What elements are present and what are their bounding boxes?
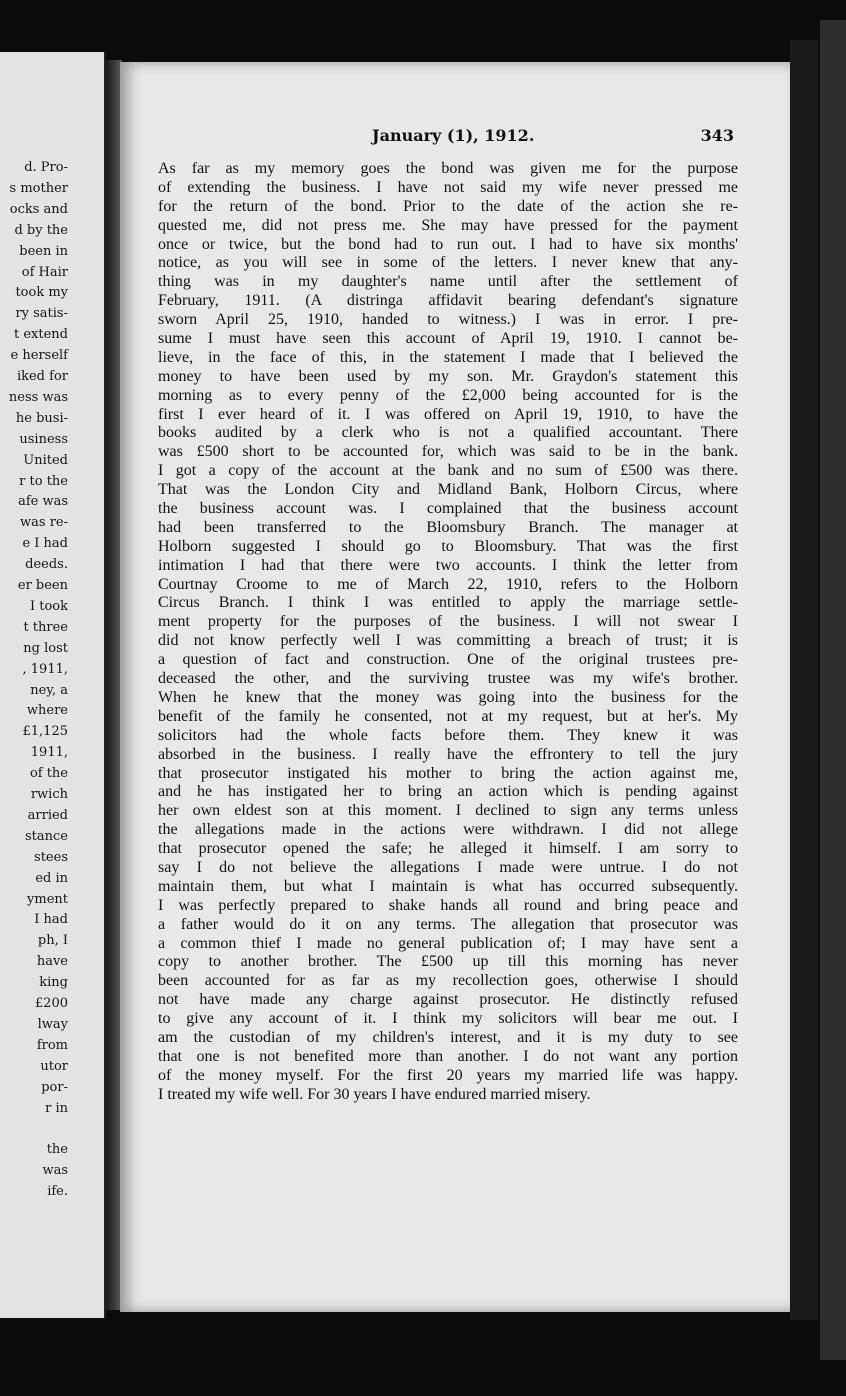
text-line: I was perfectly prepared to shake hands all round and bring peace and	[158, 896, 738, 914]
left-fragment-line: where	[26, 703, 68, 719]
text-line: solicitors had the whole facts before them. They knew it was	[158, 726, 738, 744]
text-line: first I ever heard of it. I was offered on April 19, 1910, to have the	[158, 405, 738, 423]
text-line: As far as my memory goes the bond was given me for the purpose	[158, 160, 738, 177]
text-line: Holborn suggested I should go to Bloomsbury. That was the first	[158, 537, 738, 555]
text-line: sworn April 25, 1910, handed to witness.) I was in error. I pre-	[158, 311, 738, 329]
left-fragment-line: r in	[45, 1100, 68, 1116]
left-fragment-line: of Hair	[21, 264, 68, 280]
text-line: once or twice, but the bond had to run out. I had to have six months'	[158, 235, 738, 253]
text-line: Courtnay Croome to me of March 22, 1910, refers to the Holborn	[158, 575, 738, 593]
left-fragment-line: e I had	[22, 536, 68, 552]
left-fragment-line: , 1911,	[22, 661, 68, 677]
left-fragment-line: £200	[34, 996, 68, 1011]
text-line: morning as to every penny of the £2,000 being accounted for is the	[158, 386, 738, 404]
text-line: not have made any charge against prosecutor. He distinctly refused	[158, 991, 738, 1009]
left-fragment-line: arried	[27, 807, 68, 823]
text-line: that prosecutor instigated his mother to bring the action against me,	[158, 764, 738, 782]
text-line: Circus Branch. I think I was entitled to apply the marriage settle-	[158, 594, 738, 612]
left-page	[0, 52, 106, 1318]
text-line: absorbed in the business. I really have the effrontery to tell the jury	[158, 745, 738, 763]
left-fragment-line: s mother	[9, 180, 68, 196]
text-line: a father would do it on any terms. The allegation that prosecutor was	[158, 915, 738, 933]
text-line: quested me, did not press me. She may have pressed for the payment	[158, 216, 738, 234]
page-number: 343	[700, 126, 734, 145]
text-line: that one is not benefited more than another. I do not want any portion	[158, 1047, 738, 1065]
left-fragment-line: yment	[27, 891, 68, 907]
left-fragment-line: usiness	[19, 431, 68, 447]
text-line: money to have been used by my son. Mr. Graydon's statement this	[158, 367, 738, 385]
left-fragment-line: I took	[29, 598, 68, 614]
running-head: January (1), 1912.	[372, 126, 535, 145]
text-line: was £500 short to be accounted for, which was said to be in the bank.	[158, 443, 738, 461]
left-fragment-line: afe was	[18, 494, 68, 510]
text-line: the allegations made in the actions were withdrawn. I did not allege	[158, 821, 738, 839]
text-line: books audited by a clerk who is not a qualified accountant. There	[158, 424, 738, 442]
left-fragment-line: e herself	[10, 348, 68, 364]
text-line: When he knew that the money was going into the business for the	[158, 688, 738, 706]
left-fragment-line: d by the	[14, 222, 68, 238]
text-line: of extending the business. I have not said my wife never pressed me	[158, 178, 738, 196]
left-fragment-line: er been	[17, 578, 68, 593]
left-fragment-line: United	[23, 452, 68, 468]
body-text	[158, 160, 738, 1105]
left-fragment-line: have	[36, 954, 68, 970]
left-fragment-line: lway	[37, 1016, 68, 1032]
text-line: intimation I had that there were two accounts. I think the letter from	[158, 556, 738, 574]
text-line: had been transferred to the Bloomsbury Branch. The manager at	[158, 518, 738, 536]
left-fragment-line: he busi-	[15, 410, 68, 426]
text-line: that prosecutor opened the safe; he alleged it himself. I am sorry to	[158, 840, 738, 858]
text-line: That was the London City and Midland Bank, Holborn Circus, where	[158, 481, 738, 499]
left-fragment-line: t extend	[14, 327, 68, 343]
text-line: deceased the other, and the surviving trustee was my wife's brother.	[158, 670, 738, 688]
page-header	[120, 126, 790, 150]
left-fragment-line: ness was	[8, 389, 68, 405]
text-line: copy to another brother. The £500 up till this morning has never	[158, 953, 738, 971]
text-line: I treated my wife well. For 30 years I have endured married misery.	[158, 1085, 591, 1103]
right-page	[120, 62, 790, 1312]
text-line: notice, as you will see in some of the letters. I never knew that any-	[158, 254, 738, 272]
text-line: benefit of the family he consented, not at my request, but at her's. My	[158, 707, 738, 725]
left-fragment-line: d. Pro-	[24, 160, 68, 175]
left-fragment-line: stance	[25, 828, 68, 844]
left-fragment-line: iked for	[16, 369, 68, 384]
left-fragment-line: from	[36, 1037, 68, 1053]
text-line: sume I must have seen this account of April 19, 1910. I cannot be-	[158, 330, 738, 348]
left-fragment-line: took my	[15, 285, 68, 301]
text-line: did not know perfectly well I was committing a breach of trust; it is	[158, 632, 738, 650]
text-line: February, 1911. (A distringa affidavit bearing defendant's signature	[158, 292, 738, 310]
left-fragment-line: stees	[34, 849, 68, 865]
left-fragment-line: r to the	[19, 473, 68, 489]
left-fragment-line: ocks and	[9, 201, 68, 217]
text-line: a question of fact and construction. One of the original trustees pre-	[158, 651, 738, 669]
left-fragment-line: por-	[41, 1079, 68, 1095]
left-fragment-line: been in	[19, 243, 68, 259]
left-fragment-line: I had	[34, 912, 68, 928]
text-line: a common thief I made no general publication of; I may have sent a	[158, 934, 738, 952]
left-fragment-line: was	[42, 1163, 68, 1179]
left-fragment-line: 1911,	[30, 745, 68, 761]
left-fragment-line: ng lost	[23, 640, 68, 656]
left-fragment-line: deeds.	[25, 557, 68, 573]
text-line: her own eldest son at this moment. I declined to sign any terms unless	[158, 802, 738, 820]
text-line: lieve, in the face of this, in the statement I made that I believed the	[158, 348, 738, 366]
left-fragment-line: ife.	[47, 1184, 68, 1200]
left-fragment-line: king	[39, 975, 68, 991]
left-fragment-line: ph, I	[37, 933, 68, 949]
left-fragment-line: of the	[29, 766, 68, 782]
text-line: been accounted for as far as my recollection goes, otherwise I should	[158, 972, 738, 990]
text-line: maintain them, but what I maintain is what has occurred subsequently.	[158, 877, 738, 895]
text-line: say I do not believe the allegations I made were untrue. I do not	[158, 858, 738, 876]
text-line: the business account was. I complained that the business account	[158, 500, 738, 518]
left-fragment-line: the	[46, 1142, 68, 1158]
text-line: thing was in my daughter's name until after the settlement of	[158, 273, 738, 291]
text-line: ment property for the purposes of the business. I will not swear I	[158, 613, 738, 631]
left-fragment-line: t three	[23, 619, 68, 635]
text-line: am the custodian of my children's interest, and it is my duty to see	[158, 1028, 738, 1046]
left-fragment-line: ry satis-	[15, 306, 68, 322]
background-edge	[820, 20, 846, 1360]
left-fragment-line: £1,125	[22, 724, 68, 740]
page-edge-shadow	[790, 40, 818, 1320]
text-line: for the return of the bond. Prior to the date of the action she re-	[158, 197, 738, 215]
text-line: I got a copy of the account at the bank and no sum of £500 was there.	[158, 462, 738, 480]
left-fragment-line: was re-	[20, 515, 68, 531]
text-line: and he has instigated her to bring an action which is pending against	[158, 783, 738, 801]
left-fragment-line: rwich	[30, 787, 68, 802]
left-fragment-line: utor	[40, 1058, 68, 1074]
left-fragment-line: ed in	[35, 870, 68, 886]
text-line: of the money myself. For the first 20 years my married life was happy.	[158, 1066, 738, 1084]
left-fragment-line: ney, a	[30, 682, 68, 698]
text-line: to give any account of it. I think my solicitors will bear me out. I	[158, 1010, 738, 1028]
